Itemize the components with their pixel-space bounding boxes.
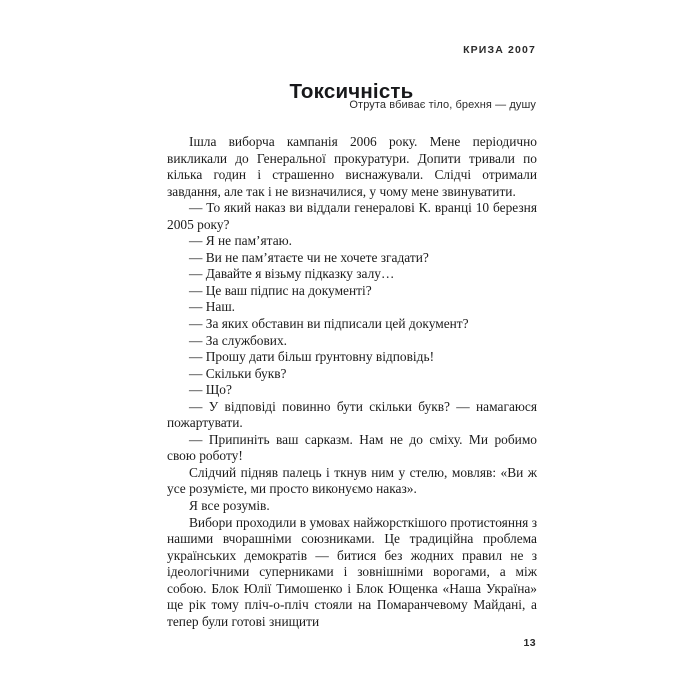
body-paragraph: — Скільки букв? [189,365,287,381]
body-paragraph: — Ви не пам’ятаєте чи не хочете згадати? [189,249,429,265]
body-paragraph: — Що? [189,382,232,398]
body-paragraph: — У відповіді повинно бути скільки букв? — намагаюся пожартувати. [167,398,537,431]
body-paragraph: — Прошу дати більш ґрунтовну відповідь! [189,349,435,365]
body-paragraph: — За яких обставин ви підписали цей документ? [189,316,469,332]
body-paragraph: — Я не пам’ятаю. [189,233,292,249]
page-title: Токсичність [289,79,414,103]
chapter-epigraph: Отрута вбиває тіло, брехня — душу [349,99,536,111]
body-paragraph: — То який наказ ви віддали генералові К. вранці 10 березня 2005 року? [167,200,537,232]
body-paragraph: — Припиніть ваш сарказм. Нам не до сміху. Ми робимо свою роботу! [167,431,537,464]
body-paragraph: Ішла виборча кампанія 2006 року. Мене періодично викликали до Генеральної прокуратури. Допити тривали по кілька годин і страшенно виснажували. Слідчі отримали завдання, але так і не визначилися, у чому мене звинуватити. [167,134,537,199]
page-number: 13 [523,637,536,649]
running-head: КРИЗА 2007 [463,44,536,56]
body-paragraph: Слідчий підняв палець і ткнув ним у стелю, мовляв: «Ви ж усе розумієте, ми просто виконуємо наказ». [167,464,537,497]
body-text [167,134,537,630]
body-paragraph: — За службових. [189,332,287,348]
body-paragraph: — Давайте я візьму підказку залу… [189,266,395,282]
body-paragraph: — Це ваш підпис на документі? [189,282,372,298]
body-paragraph: — Наш. [189,299,236,315]
body-paragraph: Вибори проходили в умовах найжорсткішого протистояння з нашими вчорашніми союзниками. Це традиційна проблема українських демократів — битися без жодних правил не з ідеологічними суперниками і зовнішніми ворогами, а між собою. Блок Юлії Тимошенко і Блок Ющенка «Наша Україна» ще рік тому пліч-о-пліч стояли на Помаранчевому Майдані, а тепер були готові знищити [167,514,537,629]
body-paragraph: Я все розумів. [189,498,270,514]
